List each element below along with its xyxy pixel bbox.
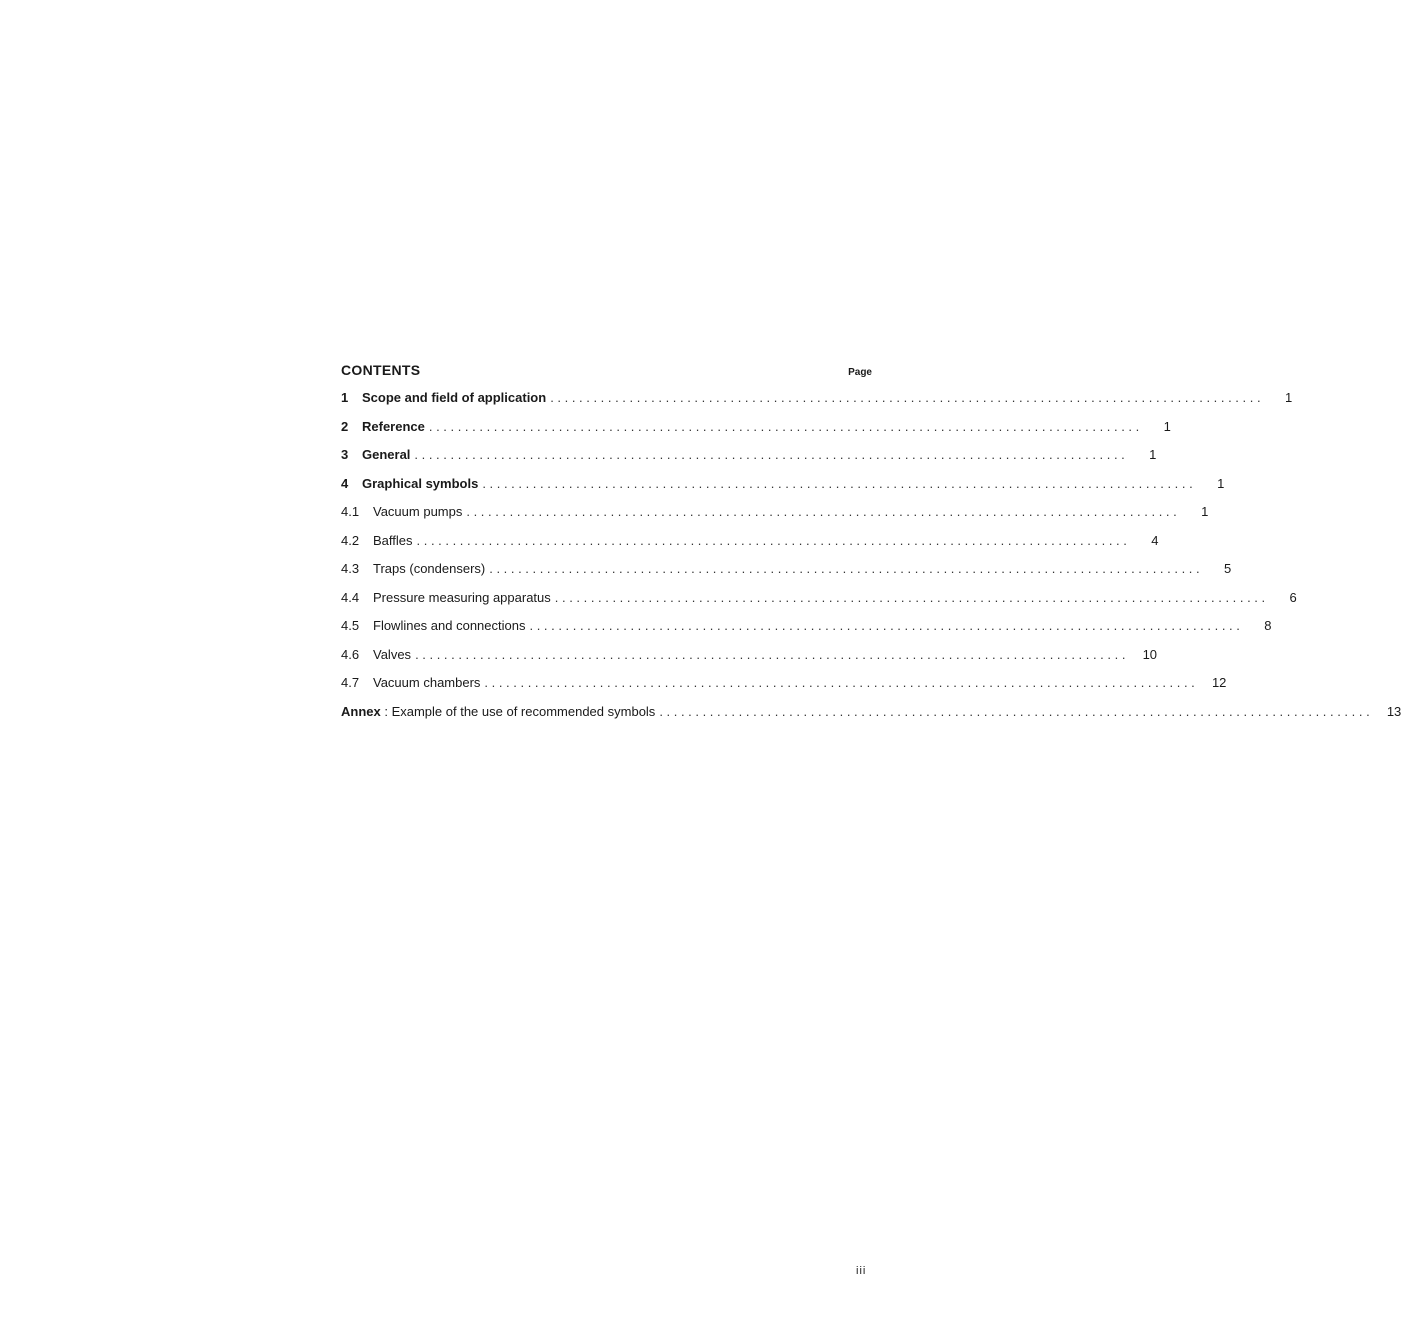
dot-leader: ................................................................................................... xyxy=(466,504,1181,519)
toc-entry-page: 10 xyxy=(1142,646,1158,662)
dot-leader: ................................................................................................... xyxy=(415,646,1130,662)
toc-entry-page: 1 xyxy=(1163,418,1171,434)
toc-entry-label: Reference xyxy=(362,418,425,434)
toc-subentry xyxy=(341,646,1158,676)
toc-entry-label: General xyxy=(362,447,411,462)
toc-header xyxy=(341,362,873,390)
toc-entry-page: 1 xyxy=(1284,390,1293,405)
toc-entry-page: 8 xyxy=(1264,618,1272,633)
toc-entry-page: 13 xyxy=(1386,703,1402,719)
annex-keyword: Annex xyxy=(341,703,381,719)
dot-leader: ................................................................................................... xyxy=(414,447,1129,462)
toc-entry-label: Vacuum chambers xyxy=(373,675,481,690)
toc-entry-label: Vacuum pumps xyxy=(373,504,463,519)
toc-entry-number: 4.1 xyxy=(341,504,360,519)
toc-entry-number: 2 xyxy=(341,418,349,434)
dot-leader: ................................................................................................... xyxy=(416,532,1131,548)
toc-entry xyxy=(341,447,1157,476)
toc-entry-number: 4 xyxy=(341,475,349,491)
toc-entry-number: 4.4 xyxy=(341,589,360,605)
dot-leader: ................................................................................................... xyxy=(489,561,1204,576)
toc-entry-label: Pressure measuring apparatus xyxy=(373,589,551,605)
dot-leader: ................................................................................................... xyxy=(484,675,1199,690)
toc-subentry xyxy=(341,561,1232,590)
toc-entry-number: 4.2 xyxy=(341,532,360,548)
table-of-contents xyxy=(341,362,1402,732)
toc-entry-number: 4.7 xyxy=(341,675,360,690)
toc-entry-page: 1 xyxy=(1149,447,1157,462)
toc-entry-label: Traps (condensers) xyxy=(373,561,486,576)
toc-title: CONTENTS xyxy=(341,362,421,378)
toc-entry xyxy=(341,390,1293,419)
dot-leader: ................................................................................................... xyxy=(482,475,1197,491)
page-number: iii xyxy=(856,1265,867,1277)
toc-entry-page: 5 xyxy=(1223,561,1232,576)
dot-leader: ................................................................................................... xyxy=(550,390,1265,405)
toc-entry-number: 4.6 xyxy=(341,646,360,662)
toc-entry-page: 6 xyxy=(1289,589,1297,605)
annex-title: : Example of the use of recommended symbols xyxy=(380,703,656,719)
toc-entry-number: 4.3 xyxy=(341,561,360,576)
toc-entry xyxy=(341,418,1171,448)
toc-entry-page: 1 xyxy=(1217,475,1225,491)
toc-entry-page: 4 xyxy=(1151,532,1159,548)
toc-entry xyxy=(341,475,1225,505)
dot-leader: ................................................................................................... xyxy=(428,418,1143,434)
toc-entry-number: 3 xyxy=(341,447,349,462)
dot-leader: ................................................................................................... xyxy=(659,703,1374,719)
toc-entry-label: Baffles xyxy=(373,532,413,548)
toc-subentry xyxy=(341,618,1272,647)
dot-leader: ................................................................................................... xyxy=(529,618,1244,633)
toc-subentry xyxy=(341,504,1209,533)
toc-annex-label xyxy=(341,704,655,719)
toc-page-column-label: Page xyxy=(848,367,872,378)
toc-entry-number: 1 xyxy=(341,390,349,405)
toc-entry-number: 4.5 xyxy=(341,618,360,633)
dot-leader: ................................................................................................... xyxy=(554,589,1269,605)
toc-entry-page: 1 xyxy=(1201,504,1209,519)
toc-subentry xyxy=(341,675,1227,704)
toc-entry-label: Scope and field of application xyxy=(362,390,547,405)
toc-annex-entry xyxy=(341,703,1402,733)
toc-subentry xyxy=(341,532,1159,562)
toc-entry-page: 12 xyxy=(1211,675,1227,690)
toc-entry-label: Graphical symbols xyxy=(362,475,479,491)
toc-subentry xyxy=(341,589,1297,619)
toc-entry-label: Valves xyxy=(373,646,412,662)
toc-entry-label: Flowlines and connections xyxy=(373,618,526,633)
